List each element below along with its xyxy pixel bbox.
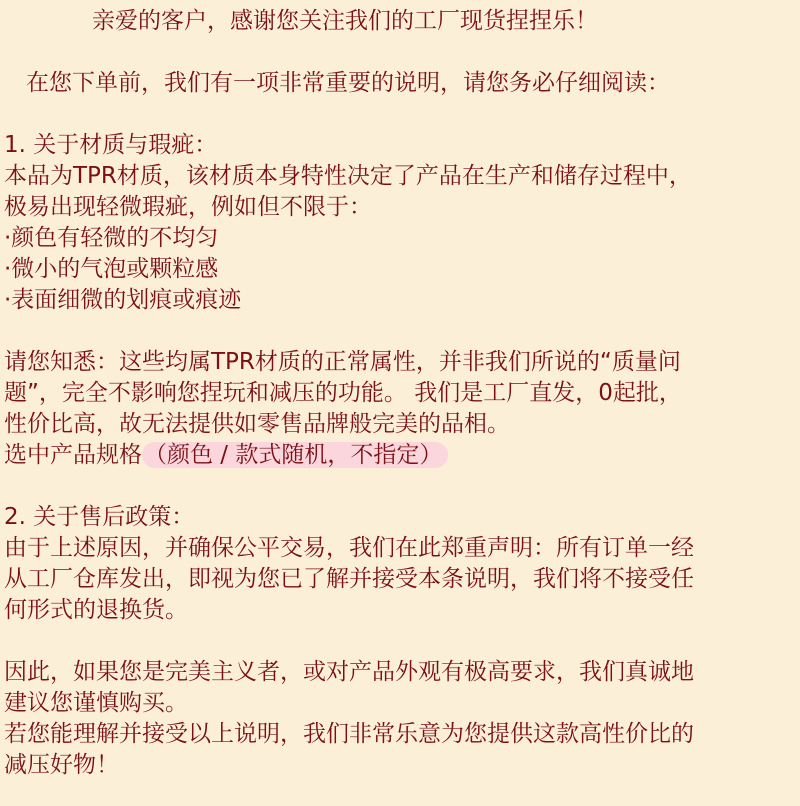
spacer: [4, 626, 794, 657]
spacer: [4, 99, 794, 130]
notice-line: 请您知悉：这些均属TPR材质的正常属性，并非我们所说的“质量问: [4, 349, 681, 375]
notice-line: 性价比高，故无法提供如零售品牌般完美的品相。: [4, 411, 510, 437]
notice-line: 题”，完全不影响您捏玩和减压的功能。 我们是工厂直发，0起批，: [4, 380, 682, 406]
section1-heading: 1. 关于材质与瑕疵：: [4, 132, 218, 158]
spacer: [4, 471, 794, 502]
section1-body-line: 本品为TPR材质，该材质本身特性决定了产品在生产和储存过程中，: [4, 163, 692, 189]
section2-body-line: 何形式的退换货。: [4, 597, 188, 623]
intro-text: 在您下单前，我们有一项非常重要的说明，请您务必仔细阅读：: [26, 70, 670, 96]
notice-document: [0, 6, 800, 806]
flaw-bullet: ·微小的气泡或颗粒感: [4, 256, 219, 282]
closing-line: 减压好物！: [4, 752, 119, 778]
section2-heading: 2. 关于售后政策：: [4, 504, 195, 530]
closing-line: 建议您谨慎购买。: [4, 690, 188, 716]
spacer: [4, 316, 794, 347]
section1-body-line: 极易出现轻微瑕疵，例如但不限于：: [4, 194, 372, 220]
greeting-title: 亲爱的客户，感谢您关注我们的工厂现货捏捏乐！: [92, 8, 598, 34]
spec-highlight: （颜色 / 款式随机，不指定）: [142, 442, 448, 468]
closing-line: 因此，如果您是完美主义者，或对产品外观有极高要求，我们真诚地: [4, 659, 694, 685]
section2-body-line: 从工厂仓库发出，即视为您已了解并接受本条说明，我们将不接受任: [4, 566, 694, 592]
section2-body-line: 由于上述原因，并确保公平交易，我们在此郑重声明：所有订单一经: [4, 535, 694, 561]
spec-prefix: 选中产品规格: [4, 442, 142, 468]
flaw-bullet: ·表面细微的划痕或痕迹: [4, 287, 242, 313]
spec-line: [4, 440, 794, 471]
flaw-bullet: ·颜色有轻微的不均匀: [4, 225, 219, 251]
closing-line: 若您能理解并接受以上说明，我们非常乐意为您提供这款高性价比的: [4, 721, 694, 747]
